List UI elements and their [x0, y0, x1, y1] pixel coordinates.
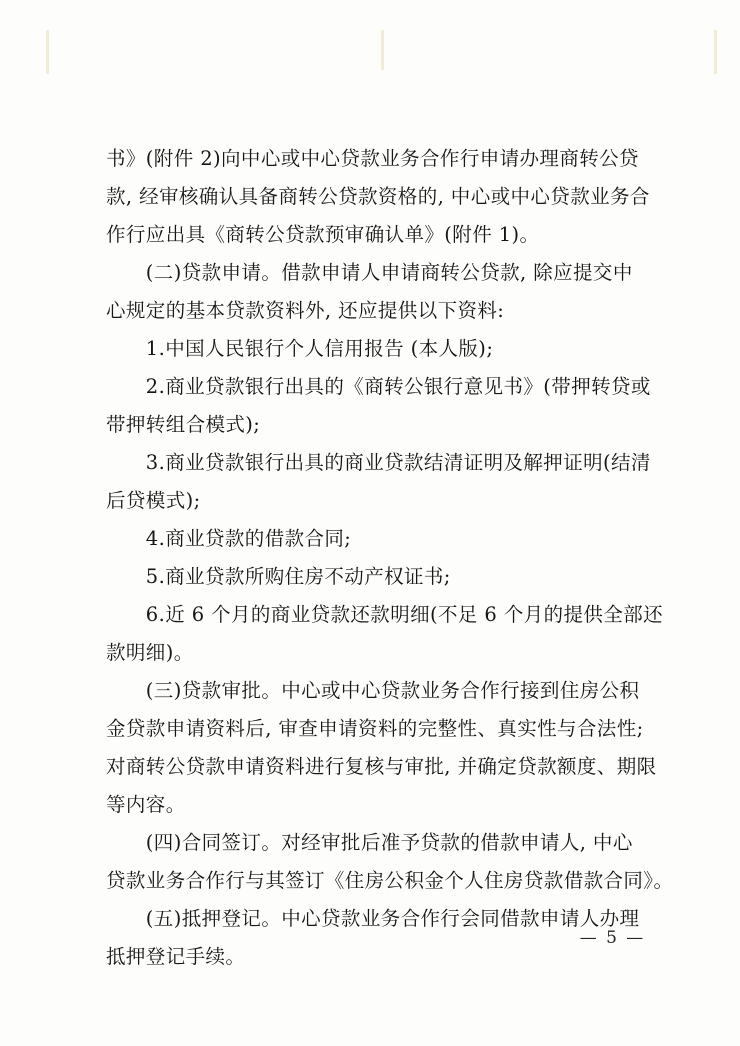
body-line: 金贷款申请资料后, 审查申请资料的完整性、真实性与合法性; [106, 717, 644, 740]
page-number: — 5 — [579, 928, 646, 948]
body-line: 6.近 6 个月的商业贷款还款明细(不足 6 个月的提供全部还 [106, 603, 664, 626]
scan-artifact-center [381, 30, 384, 70]
body-line: 书》(附件 2)向中心或中心贷款业务合作行申请办理商转公贷 [106, 147, 639, 170]
body-line: 款, 经审核确认具备商转公贷款资格的, 中心或中心贷款业务合 [106, 185, 650, 208]
page-footer [0, 928, 740, 948]
body-line: 2.商业贷款银行出具的《商转公银行意见书》(带押转贷或 [106, 375, 651, 398]
body-line: (四)合同签订。对经审批后准予贷款的借款申请人, 中心 [106, 831, 633, 854]
body-line: 带押转组合模式); [106, 413, 261, 436]
scan-artifact-left [46, 30, 49, 74]
body-line: 3.商业贷款银行出具的商业贷款结清证明及解押证明(结清 [106, 451, 651, 474]
body-line: 后贷模式); [106, 489, 201, 512]
body-line: 对商转公贷款申请资料进行复核与审批, 并确定贷款额度、期限 [106, 755, 657, 778]
body-line: 贷款业务合作行与其签订《住房公积金个人住房贷款借款合同》。 [106, 869, 674, 892]
document-body [106, 140, 674, 976]
scan-artifact-right [714, 30, 717, 74]
body-line: 款明细)。 [106, 641, 194, 664]
body-line: (三)贷款审批。中心或中心贷款业务合作行接到住房公积 [106, 679, 640, 702]
body-line: (二)贷款申请。借款申请人申请商转公贷款, 除应提交中 [106, 261, 633, 284]
body-line: 抵押登记手续。 [106, 945, 246, 968]
body-line: 5.商业贷款所购住房不动产权证书; [106, 565, 451, 588]
body-line: (五)抵押登记。中心贷款业务合作行会同借款申请人办理 [106, 907, 640, 930]
body-line: 心规定的基本贷款资料外, 还应提供以下资料: [106, 299, 505, 322]
body-line: 1.中国人民银行个人信用报告 (本人版); [106, 337, 494, 360]
body-line: 作行应出具《商转公贷款预审确认单》(附件 1)。 [106, 223, 540, 246]
body-line: 等内容。 [106, 793, 186, 816]
body-line: 4.商业贷款的借款合同; [106, 527, 352, 550]
